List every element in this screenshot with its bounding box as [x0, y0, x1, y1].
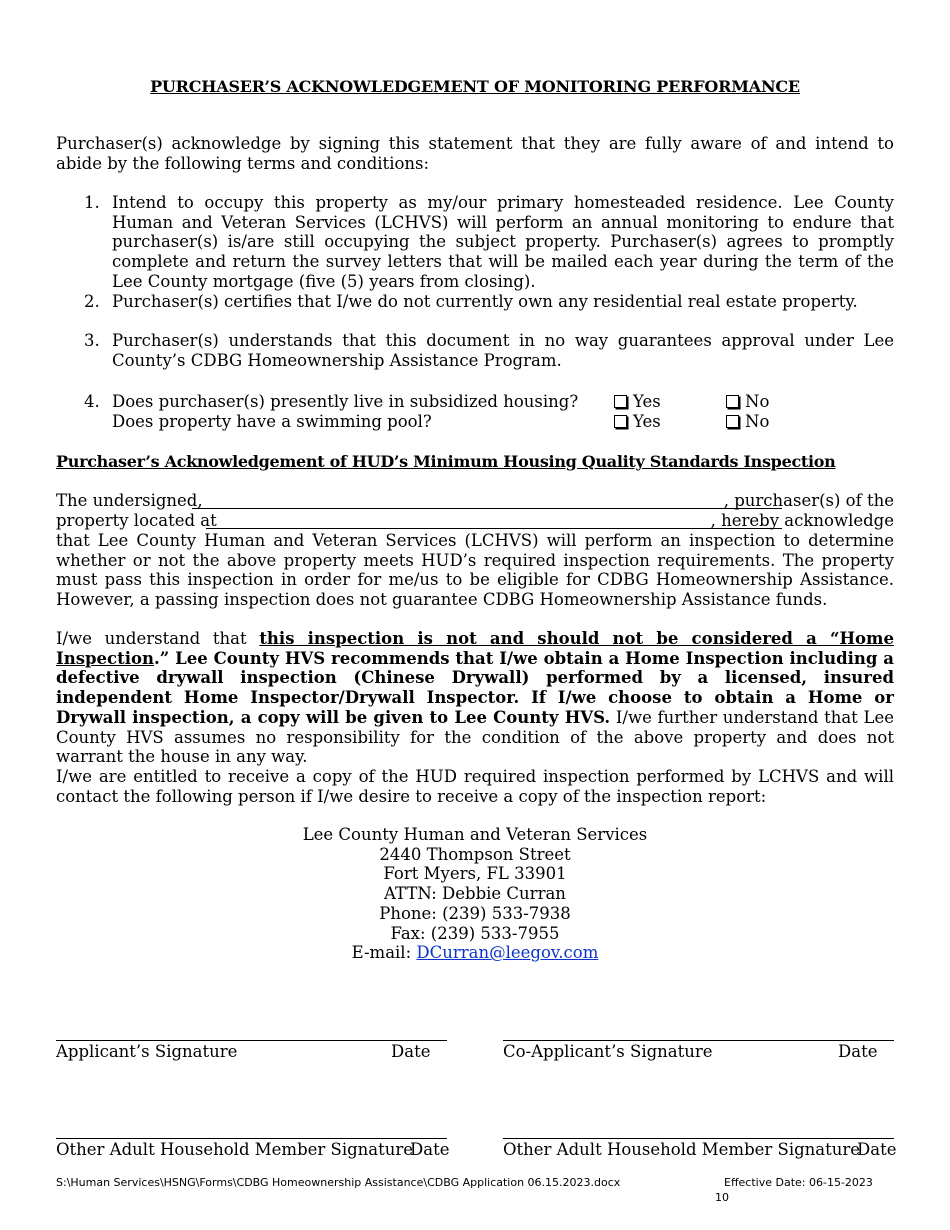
contact-city: Fort Myers, FL 33901: [383, 864, 567, 884]
pool-yes-option[interactable]: Yes: [614, 412, 661, 432]
checkbox-icon[interactable]: [726, 395, 739, 408]
other-adult-signature-label-2: Other Adult Household Member Signature: [503, 1140, 861, 1159]
property-address-field[interactable]: [206, 511, 782, 529]
other-adult-date-label-1: Date: [410, 1140, 450, 1159]
subsidized-yes-option[interactable]: Yes: [614, 392, 661, 412]
contact-attn: ATTN: Debbie Curran: [384, 884, 566, 904]
contact-email-line: E-mail: DCurran@leegov.com: [351, 943, 599, 963]
inspection-paragraph: that Lee County Human and Veteran Services (LCHVS) will perform an inspection to determine whether or not the above property meets HUD’s required inspection requirements. The property must pass this inspection in order for me/us to be eligible for CDBG Homeownership Assistance. However, a passing inspection does not guarantee CDBG Homeownership Assistance funds.: [56, 531, 894, 610]
item-number: 1.: [84, 193, 100, 212]
question-subsidized: Does purchaser(s) presently live in subsidized housing?: [112, 392, 579, 411]
checkbox-icon[interactable]: [614, 415, 627, 428]
entitled-paragraph: I/we are entitled to receive a copy of the HUD required inspection performed by LCHVS and will contact the following person if I/we desire to receive a copy of the inspection report:: [56, 767, 894, 806]
checkbox-icon[interactable]: [614, 395, 627, 408]
footer-page-number: 10: [715, 1191, 729, 1204]
other-adult-signature-label-1: Other Adult Household Member Signature: [56, 1140, 414, 1159]
home-inspection-paragraph: I/we understand that this inspection is not and should not be considered a “Home Inspection.” Lee County HVS recommends that I/we obtain a Home Inspection including a defective drywall inspection (Chinese Drywall) performed by a licensed, insured independent Home Inspector/Drywall Inspector. If I/we choose to obtain a Home or Drywall inspection, a copy will be given to Lee County HVS. I/we further understand that Lee County HVS assumes no responsibility for the condition of the above property and does not warrant the house in any way.: [56, 629, 894, 767]
other-adult-signature-line-2[interactable]: [503, 1138, 894, 1139]
property-line: [56, 511, 894, 531]
footer-effective-date: Effective Date: 06-15-2023: [724, 1176, 873, 1189]
contact-phone: Phone: (239) 533-7938: [379, 903, 571, 923]
checkbox-icon[interactable]: [726, 415, 739, 428]
other-adult-date-label-2: Date: [857, 1140, 897, 1159]
undersigned-suffix: , purchaser(s) of the: [723, 491, 894, 510]
property-prefix: property located at: [56, 511, 217, 530]
purchaser-name-field[interactable]: [192, 491, 782, 509]
intro-paragraph: Purchaser(s) acknowledge by signing this statement that they are fully aware of and intend to abide by the following terms and conditions:: [56, 134, 894, 173]
email-link[interactable]: DCurran@leegov.com: [416, 943, 599, 963]
subsidized-no-option[interactable]: No: [726, 392, 769, 412]
other-adult-signature-line-1[interactable]: [56, 1138, 447, 1139]
pool-no-option[interactable]: No: [726, 412, 769, 432]
applicant-signature-line[interactable]: [56, 1040, 447, 1041]
item-text: Purchaser(s) understands that this document in no way guarantees approval under Lee County’s CDBG Homeownership Assistance Program.: [112, 331, 894, 370]
applicant-date-label: Date: [391, 1042, 431, 1061]
property-suffix: , hereby acknowledge: [710, 511, 894, 530]
contact-street: 2440 Thompson Street: [379, 844, 571, 864]
co-applicant-signature-label: Co-Applicant’s Signature: [503, 1042, 713, 1061]
item-text: Purchaser(s) certifies that I/we do not currently own any residential real estate property.: [112, 292, 858, 311]
undersigned-line: [56, 491, 894, 511]
page-title: PURCHASER’S ACKNOWLEDGEMENT OF MONITORING PERFORMANCE: [150, 77, 800, 96]
contact-org: Lee County Human and Veteran Services: [302, 825, 648, 844]
footer-file-path: S:\Human Services\HSNG\Forms\CDBG Homeownership Assistance\CDBG Application 06.15.2023.docx: [56, 1176, 621, 1189]
item-number: 2.: [84, 292, 100, 311]
contact-fax: Fax: (239) 533-7955: [390, 923, 560, 943]
item-text: Intend to occupy this property as my/our primary homesteaded residence. Lee County Human and Veteran Services (LCHVS) will perform an annual monitoring to endure that purchaser(s) is/are still occupying the subject property. Purchaser(s) agrees to promptly complete and return the survey letters that will be mailed each year during the term of the Lee County mortgage (five (5) years from closing).: [112, 193, 894, 291]
item-number: 4.: [84, 392, 100, 411]
question-pool: Does property have a swimming pool?: [112, 412, 432, 431]
hqs-heading: Purchaser’s Acknowledgement of HUD’s Minimum Housing Quality Standards Inspection: [56, 452, 836, 471]
item-number: 3.: [84, 331, 100, 350]
contact-block: [0, 825, 950, 963]
co-applicant-date-label: Date: [838, 1042, 878, 1061]
applicant-signature-label: Applicant’s Signature: [56, 1042, 238, 1061]
undersigned-prefix: The undersigned,: [56, 491, 203, 510]
co-applicant-signature-line[interactable]: [503, 1040, 894, 1041]
